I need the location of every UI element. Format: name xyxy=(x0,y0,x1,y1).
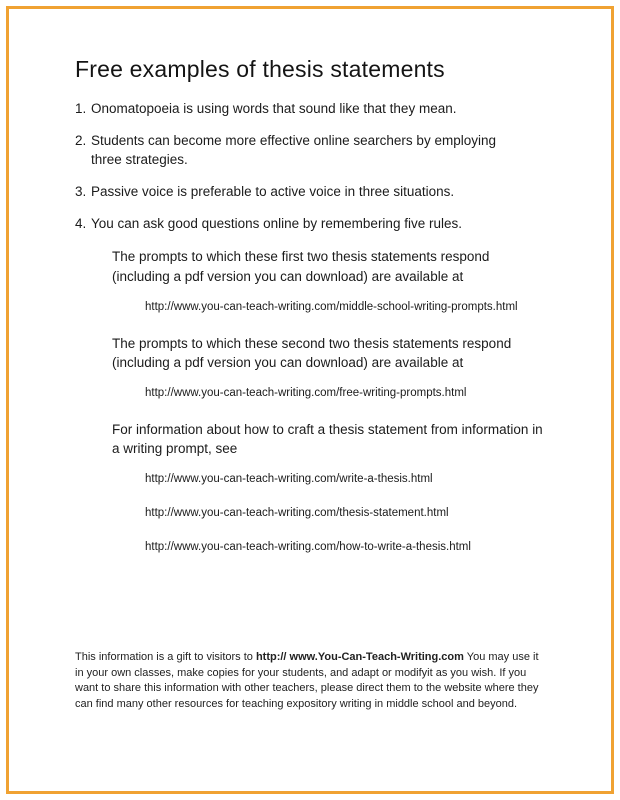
url-link[interactable]: http://www.you-can-teach-writing.com/free-writing-prompts.html xyxy=(145,386,467,399)
list-item xyxy=(75,215,556,234)
section-links xyxy=(145,300,556,315)
prompt-info-sections xyxy=(112,247,556,554)
footer-site-name: http:// www.You-Can-Teach-Writing.com xyxy=(255,651,464,663)
section-intro: The prompts to which these second two thesis statements respond (including a pdf version you can download) are available at xyxy=(112,335,512,371)
list-item-number: 4. xyxy=(75,215,87,231)
list-item xyxy=(75,183,556,202)
list-item-text: Students can become more effective online searchers by employing three strategies. xyxy=(91,132,496,167)
list-item-number: 2. xyxy=(75,132,87,148)
footer-note xyxy=(75,650,549,712)
list-item-text: You can ask good questions online by remembering five rules. xyxy=(91,215,462,231)
footer-text-pre: This information is a gift to visitors to xyxy=(75,651,256,663)
section-links xyxy=(145,386,556,401)
list-item xyxy=(75,132,556,170)
section-craft-thesis xyxy=(112,420,556,555)
section-second-prompts xyxy=(112,334,556,401)
footer-text-post: You may use it in your own classes, make copies for your students, and adapt or modifyit as you wish. If you want to share this information with other teachers, please direct them to the website where they can find many other resources for teaching expository writing in middle school and beyond. xyxy=(75,651,539,710)
section-intro: For information about how to craft a thesis statement from information in a writing prompt, see xyxy=(112,421,543,457)
url-link[interactable]: http://www.you-can-teach-writing.com/middle-school-writing-prompts.html xyxy=(145,300,518,313)
thesis-statements-list xyxy=(75,100,556,233)
list-item-number: 3. xyxy=(75,183,87,199)
url-link[interactable]: http://www.you-can-teach-writing.com/write-a-thesis.html xyxy=(145,472,433,485)
list-item-number: 1. xyxy=(75,101,87,116)
section-first-prompts xyxy=(112,247,556,314)
list-item-text: Onomatopoeia is using words that sound like that they mean. xyxy=(91,101,457,116)
url-link[interactable]: http://www.you-can-teach-writing.com/thesis-statement.html xyxy=(145,506,449,519)
section-intro: The prompts to which these first two thesis statements respond (including a pdf version you can download) are available at xyxy=(112,249,490,285)
section-links xyxy=(145,472,556,555)
page-title: Free examples of thesis statements xyxy=(75,56,445,82)
list-item-text: Passive voice is preferable to active voice in three situations. xyxy=(91,183,455,199)
document-content xyxy=(75,56,556,574)
list-item xyxy=(75,100,556,119)
url-link[interactable]: http://www.you-can-teach-writing.com/how-to-write-a-thesis.html xyxy=(145,540,471,553)
